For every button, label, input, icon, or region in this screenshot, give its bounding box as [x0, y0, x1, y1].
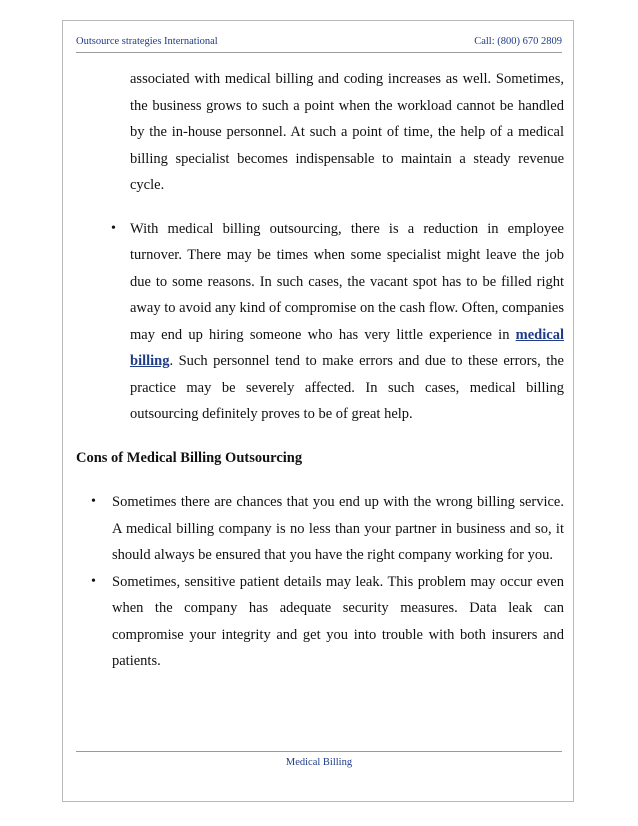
bullet-icon: • [91, 573, 96, 589]
cons-item-text: Sometimes, sensitive patient details may leak. This problem may occur even when the company has adequate security measures. Data leak can compromise your integrity and get you into trouble with both insurers and patients. [112, 573, 564, 669]
list-item [91, 489, 564, 569]
list-item [91, 569, 564, 675]
list-item-text-end: . Such personnel tend to make errors and due to these errors, the practice may be severely affected. In such cases, medical billing outsourcing definitely proves to be of great help. [130, 353, 564, 422]
list-item [111, 216, 564, 428]
header-phone: Call: (800) 670 2809 [474, 36, 562, 47]
header-company-name: Outsource strategies International [76, 36, 218, 47]
bullet-icon: • [111, 220, 116, 236]
cons-heading: Cons of Medical Billing Outsourcing [76, 449, 303, 466]
bullet-icon: • [91, 494, 96, 509]
page-header [76, 36, 562, 53]
footer-divider [76, 751, 562, 752]
cons-item-text: Sometimes there are chances that you end up with the wrong billing service. A medical billing company is no less than your partner in business and so, it should always be ensured that you have the right company working for you. [112, 494, 564, 563]
page-body [76, 66, 564, 675]
continued-paragraph: associated with medical billing and coding increases as well. Sometimes, the business grows to such a point when the workload cannot be handled by the in-house personnel. At such a point of time, the help of a medical billing specialist becomes indispensable to maintain a steady revenue cycle. [130, 71, 564, 193]
cons-list [76, 489, 564, 675]
page-footer: Medical Billing [285, 757, 353, 768]
list-item-text-start: With medical billing outsourcing, there is a reduction in employee turnover. There may be times when some specialist might leave the job due to some reasons. In such cases, the vacant spot has to be filled right away to avoid any kind of compromise on the cash flow. Often, companies may end up hiring someone who has very little experience in [130, 220, 564, 343]
pros-list [76, 216, 564, 428]
medical-billing-link[interactable]: medical billing [130, 326, 564, 369]
